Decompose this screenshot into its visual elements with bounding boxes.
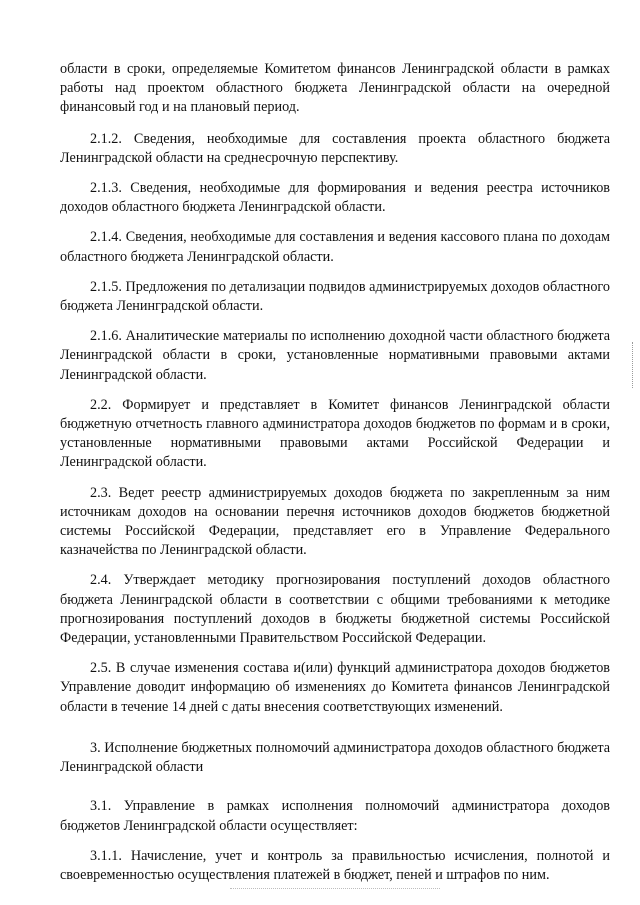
footer-dotted-rule <box>230 888 440 889</box>
paragraph-continuation: области в сроки, определяемые Комитетом финансов Ленинградской области в рамках работы над проектом областного бюджета Ленинградской области на очередной финансовый год и на плановый период. <box>60 61 610 116</box>
paragraph-2-1-6: 2.1.6. Аналитические материалы по исполнению доходной части областного бюджета Ленинградской области в сроки, установленные нормативными правовыми актами Ленинградской области. <box>60 328 610 383</box>
paragraph-3-1: 3.1. Управление в рамках исполнения полномочий администратора доходов бюджетов Ленинградской области осуществляет: <box>60 798 610 834</box>
paragraph-3-1-1: 3.1.1. Начисление, учет и контроль за правильностью исчисления, полнотой и своевременностью осуществления платежей в бюджет, пеней и штрафов по ним. <box>60 847 610 883</box>
scan-margin-mark <box>632 342 635 388</box>
document-page <box>60 60 610 896</box>
paragraph-2-1-2: 2.1.2. Сведения, необходимые для составления проекта областного бюджета Ленинградской области на среднесрочную перспективу. <box>60 130 610 166</box>
paragraph-2-1-5: 2.1.5. Предложения по детализации подвидов администрируемых доходов областного бюджета Ленинградской области. <box>60 278 610 315</box>
paragraph-2-4: 2.4. Утверждает методику прогнозирования поступлений доходов областного бюджета Ленинградской области в соответствии с общими требованиями к методике прогнозирования поступлений доходов в бюджеты бюджетной системы Российской Федерации, установленными Правительством Российской Федерации. <box>60 572 610 647</box>
paragraph-2-2: 2.2. Формирует и представляет в Комитет финансов Ленинградской области бюджетную отчетность главного администратора доходов бюджетов по формам и в сроки, установленные нормативными правовыми актами Российской Федерации и Ленинградской области. <box>60 396 610 471</box>
paragraph-2-3: 2.3. Ведет реестр администрируемых доходов бюджета по закрепленным за ним источникам доходов на основании перечня источников доходов бюджетов бюджетной системы Российской Федерации, представляет его в Управление Федерального казначейства по Ленинградской области. <box>60 484 610 559</box>
section-3-heading: 3. Исполнение бюджетных полномочий администратора доходов областного бюджета Ленинградской области <box>60 739 610 776</box>
paragraph-2-5: 2.5. В случае изменения состава и(или) функций администратора доходов бюджетов Управление доводит информацию об изменениях до Комитета финансов Ленинградской области в течение 14 дней с даты внесения соответствующих изменений. <box>60 660 610 715</box>
paragraph-2-1-3: 2.1.3. Сведения, необходимые для формирования и ведения реестра источников доходов областного бюджета Ленинградской области. <box>60 180 610 216</box>
paragraph-2-1-4: 2.1.4. Сведения, необходимые для составления и ведения кассового плана по доходам областного бюджета Ленинградской области. <box>60 229 610 265</box>
